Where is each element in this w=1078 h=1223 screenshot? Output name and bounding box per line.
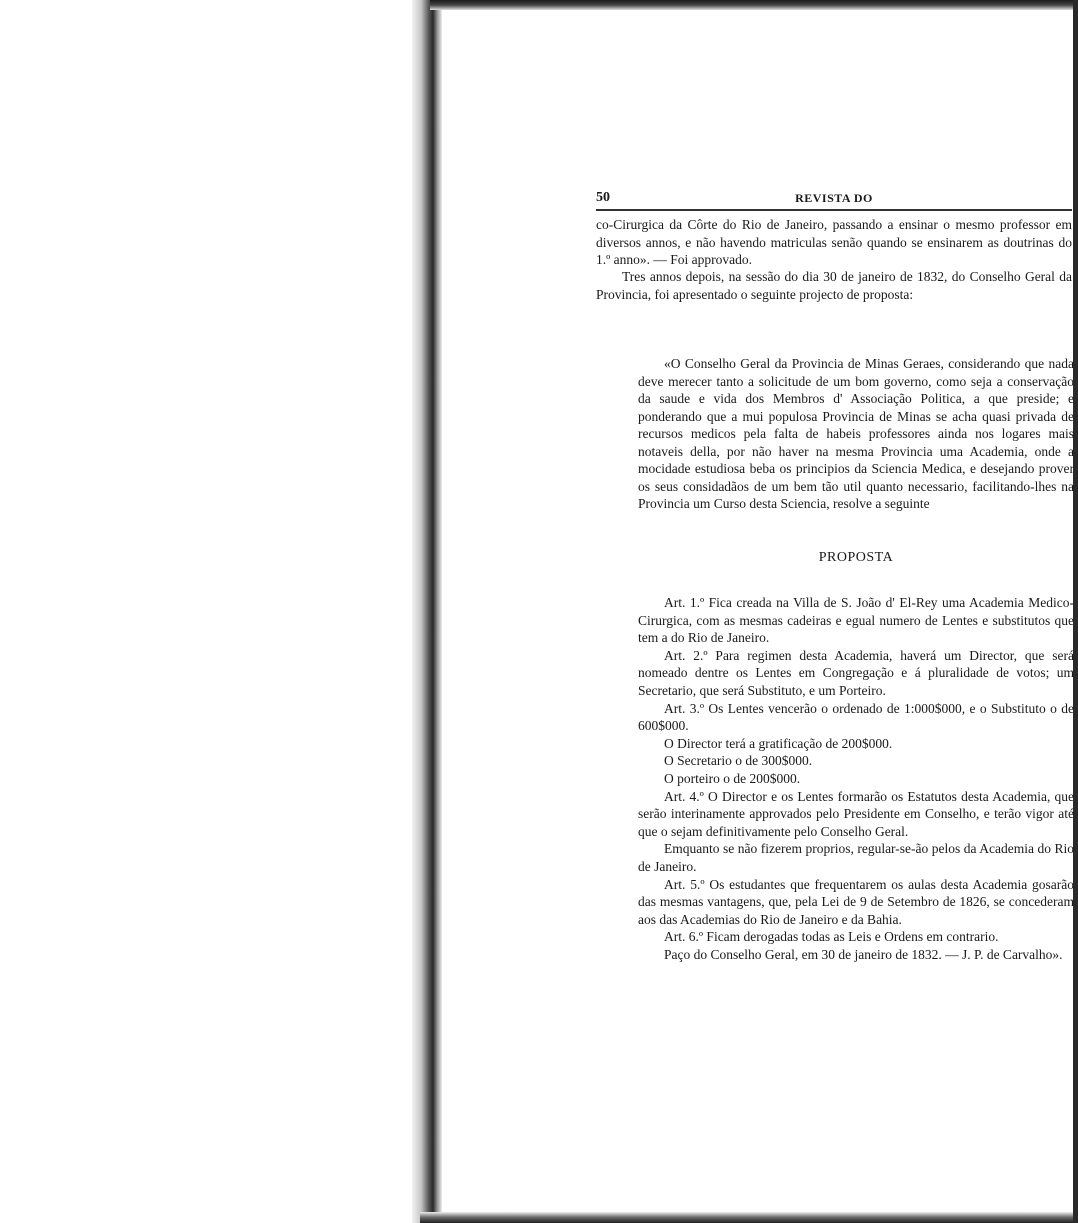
header-rule <box>596 209 1072 211</box>
article-3-secretary-pay: O Secretario o de 300$000. <box>664 753 813 769</box>
article-6: Art. 6.º Ficam derogadas todas as Leis e Ordens em contrario. <box>664 929 999 945</box>
page-number: 50 <box>596 190 610 205</box>
paragraph-text: Tres annos depois, na sessão do dia 30 de janeiro de 1832, do Conselho Geral da Provincia, foi apresentado o seguinte projecto de proposta: <box>596 269 1072 302</box>
proposal-heading: PROPOSTA <box>818 550 894 565</box>
paragraph-continuation <box>596 216 1072 269</box>
paragraph-text: co-Cirurgica da Côrte do Rio de Janeiro, passando a ensinar o mesmo professor em diversos annos, e não havendo matriculas senão quando se ensinarem as doutrinas do 1.º anno». — Foi approvado. <box>596 217 1072 267</box>
article-3: Art. 3.º Os Lentes vencerão o ordenado de 1:000$000, e o Substituto o de 600$000. <box>638 700 1074 734</box>
article-3-director-pay: O Director terá a gratificação de 200$000. <box>664 735 893 751</box>
article-3-porter-pay: O porteiro o de 200$000. <box>664 770 801 786</box>
article-1: Art. 1.º Fica creada na Villa de S. João d' El-Rey uma Academia Medico-Cirurgica, com as mesmas cadeiras e egual numero de Lentes e substitutos que tem a do Rio de Janeiro. <box>638 595 1074 646</box>
paragraph-intro <box>596 268 1072 303</box>
article-5: Art. 5.º Os estudantes que frequentarem os aulas desta Academia gosarão das mesmas vantagens, que, pela Lei de 9 de Setembro de 1826, se concederam aos das Academias do Rio de Janeiro e da Bahia. <box>638 876 1074 927</box>
signature-line: Paço do Conselho Geral, em 30 de janeiro de 1832. — J. P. de Carvalho». <box>664 946 1063 962</box>
preamble-text: «O Conselho Geral da Provincia de Minas Geraes, considerando que nada deve merecer tanto a solicitude de um bom governo, como seja a conservação da saude e vida dos Membros d' Associação Politica, a que preside; e ponderando que a mui populosa Provincia de Minas se acha quasi privada de recursos medicos pela falta de habeis professores ainda nos logares mais notaveis della, por não haver na mesma Provincia uma Academia, onde a mocidade estudiosa beba os principios da Sciencia Medica, e desejando prover os seus considadãos de um bem tão util quanto necessario, facilitando-lhes na Provincia um Curso desta Sciencia, resolve a seguinte <box>638 356 1074 511</box>
running-head <box>596 190 1072 208</box>
proposal-articles <box>638 594 1074 963</box>
journal-title: REVISTA DO <box>795 191 873 205</box>
article-4: Art. 4.º O Director e os Lentes formarão os Estatutos desta Academia, que serão interinamente approvados pelo Presidente em Conselho, e terão vigor até que o sejam definitivamente pelo Conselho Geral. <box>638 788 1074 839</box>
article-4-continuation: Emquanto se não fizerem proprios, regular-se-ão pelos da Academia do Rio de Janeiro. <box>638 841 1074 874</box>
council-preamble <box>638 355 1074 513</box>
article-2: Art. 2.º Para regimen desta Academia, haverá um Director, que será nomeado dentre os Lentes em Congregação e á pluralidade de votos; um Secretario, que será Substituto, e um Porteiro. <box>638 647 1074 698</box>
